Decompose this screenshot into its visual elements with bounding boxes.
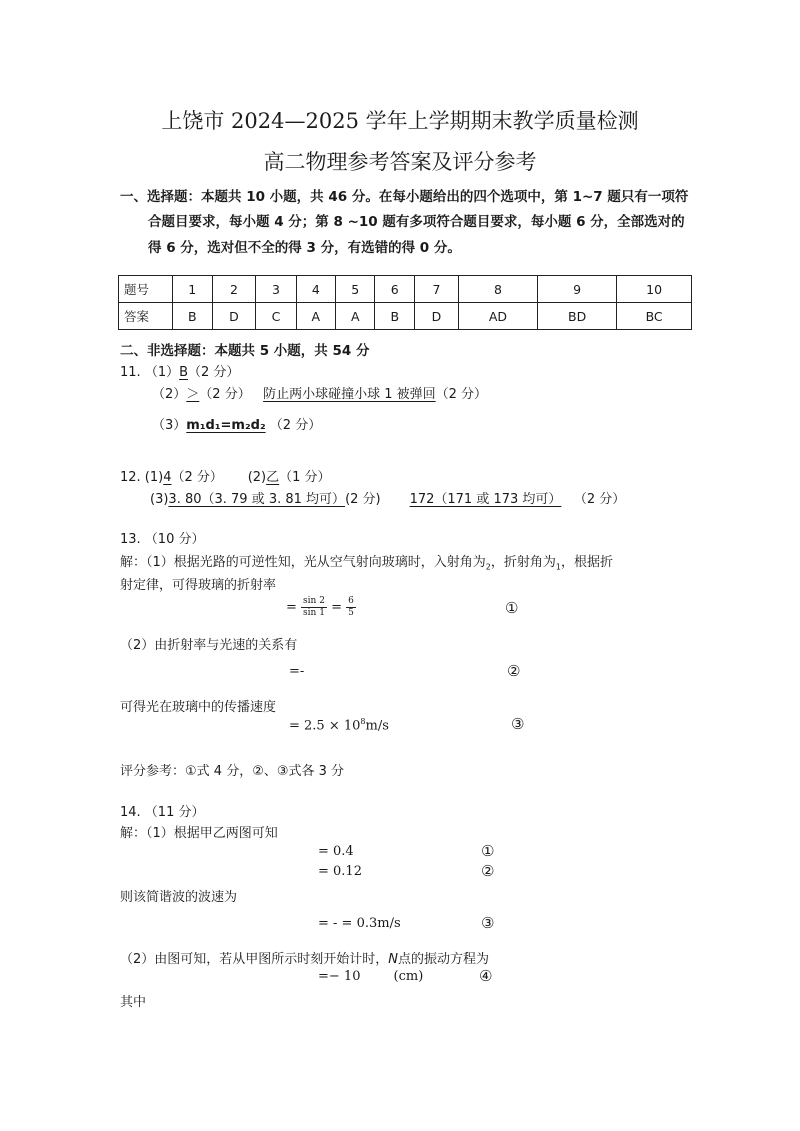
q11-label: 11. [120,365,141,380]
q12-l2d: 172（171 或 173 均可） [409,492,562,507]
table-row-answers [119,303,692,330]
q12-line1 [120,466,331,485]
table-cell: A [296,303,335,330]
q13-line4: 可得光在玻璃中的传播速度 [120,700,277,715]
q14-eq4-unit: (cm) [393,969,424,984]
q14-eq4-text: =− 10 [318,969,361,984]
table-cell: A [336,303,375,330]
q14-mark1: ① [481,842,495,860]
q14-eq4 [318,969,423,984]
q13-eq3 [289,717,389,733]
q12-l1f: （1 分） [279,470,331,485]
q13-mark3: ③ [511,715,525,733]
q11-p1-answer: B [179,365,189,380]
table-cell: 答案 [119,303,173,330]
table-cell: 10 [617,276,692,303]
q11-line2 [152,383,487,402]
q13-l1-mid: ，折射角为 [490,555,556,570]
q13-eq2: =- [289,664,305,679]
q14-eq2: = 0.12 [318,864,362,879]
q13-eq1-eq: = [286,600,297,615]
q13-score: 评分参考：①式 4 分，②、③式各 3 分 [120,764,345,779]
q14-line3 [120,948,489,967]
table-cell: 8 [458,276,537,303]
table-cell: D [212,303,256,330]
q13-eq3-text: = 2.5 × 10 [289,718,361,734]
q13-eq1-num: sin 2 [303,596,325,606]
q13-l1-end: ，根据折 [560,555,613,570]
q14-line2: 则该简谐波的波速为 [120,890,238,905]
q11-line1 [120,361,239,380]
table-cell: 7 [414,276,458,303]
answer-table [118,275,692,330]
q13-eq1-den: sin 1 [303,608,325,618]
q14-l3c: 点的振动方程为 [398,952,490,967]
table-cell: 5 [336,276,375,303]
q13-label: 13. （10 分） [120,532,205,547]
table-cell: B [375,303,415,330]
q14-line1: 解：（1）根据甲乙两图可知 [120,826,278,841]
q11-p3-score: （2 分） [269,418,322,433]
q14-eq1: = 0.4 [318,844,354,859]
q12-l1a: 12. (1) [120,470,164,485]
table-cell: BC [617,303,692,330]
q13-l1-text: 解：（1）根据光路的可逆性知，光从空气射向玻璃时，入射角为 [120,555,486,570]
q11-p2-score: （2 分） [199,387,251,402]
table-cell: D [414,303,458,330]
q13-eq1-frac [301,596,327,619]
table-cell: 2 [212,276,256,303]
q13-eq1 [286,596,356,619]
q14-mark2: ② [481,862,495,880]
q12-l2a: (3) [150,492,169,507]
q11-p3-prefix: （3） [152,418,187,433]
q13-line3: （2）由折射率与光速的关系有 [120,638,298,653]
q13-eq3-unit: m/s [365,718,389,734]
part1-line3: 得 6 分，选对但不全的得 3 分，有选错的得 0 分。 [148,240,461,256]
q14-mark3: ③ [481,914,495,932]
q13-mark1: ① [505,599,519,617]
q14-mark4: ④ [479,967,493,985]
page-subtitle: 高二物理参考答案及评分参考 [263,150,537,174]
q11-p2-prefix: （2） [152,387,187,402]
q14-label: 14. （11 分） [120,805,205,820]
q12-l1d: (2) [247,470,267,485]
q11-p2-reason: 防止两小球碰撞小球 1 被弹回 [263,387,436,402]
q11-p1-score: （2 分） [188,365,240,380]
page-title: 上饶市 2024—2025 学年上学期期末教学质量检测 [161,109,639,133]
table-cell: 9 [538,276,617,303]
q12-l2e: （2 分） [573,492,626,507]
q11-p2-answer: ＞ [186,387,200,402]
q12-line2 [150,488,625,507]
q14-l3b: N [388,952,399,967]
q11-p1-prefix: （1） [144,365,180,380]
part2-heading: 二、非选择题：本题共 5 小题，共 54 分 [120,343,370,359]
q13-eq3-exp: 8 [360,717,366,726]
q13-eq1-mid: = [331,600,342,615]
q12-l2b: 3. 80（3. 79 或 3. 81 均可） [168,492,346,507]
q13-sub2: 2 [485,562,491,572]
part1-line1: 一、选择题：本题共 10 小题，共 46 分。在每小题给出的四个选项中，第 1~7 题只有一项符 [120,189,689,205]
q11-p3-answer: m₁d₁=m₂d₂ [186,418,266,433]
table-cell: 3 [256,276,296,303]
q13-mark2: ② [507,662,521,680]
q13-eq1-rfrac [346,596,356,619]
q11-line3 [152,414,321,433]
q12-l2c: (2 分) [345,492,381,507]
q14-eq3: = - = 0.3m/s [318,916,401,931]
q11-p2-score2: （2 分） [435,387,488,402]
q13-sub1: 1 [555,562,561,572]
table-cell: B [173,303,213,330]
q13-eq1-rden: 5 [348,608,354,618]
q12-l1b: 4 [163,470,172,485]
q13-eq1-rnum: 6 [348,596,354,606]
table-cell: BD [538,303,617,330]
table-cell: 题号 [119,276,173,303]
q14-l3a: （2）由图可知，若从甲图所示时刻开始计时， [120,952,389,967]
part1-line2: 合题目要求，每小题 4 分；第 8 ~10 题有多项符合题目要求，每小题 6 分，全部选对的 [148,214,685,230]
table-cell: 6 [375,276,415,303]
q14-line4: 其中 [120,995,147,1010]
q12-l1c: （2 分） [171,470,223,485]
q13-line2: 射定律，可得玻璃的折射率 [120,578,277,593]
table-cell: C [256,303,296,330]
table-cell: 1 [173,276,213,303]
table-row-numbers [119,276,692,303]
table-cell: AD [458,303,537,330]
q13-line1 [120,551,613,572]
q12-l1e: 乙 [266,470,280,485]
table-cell: 4 [296,276,335,303]
